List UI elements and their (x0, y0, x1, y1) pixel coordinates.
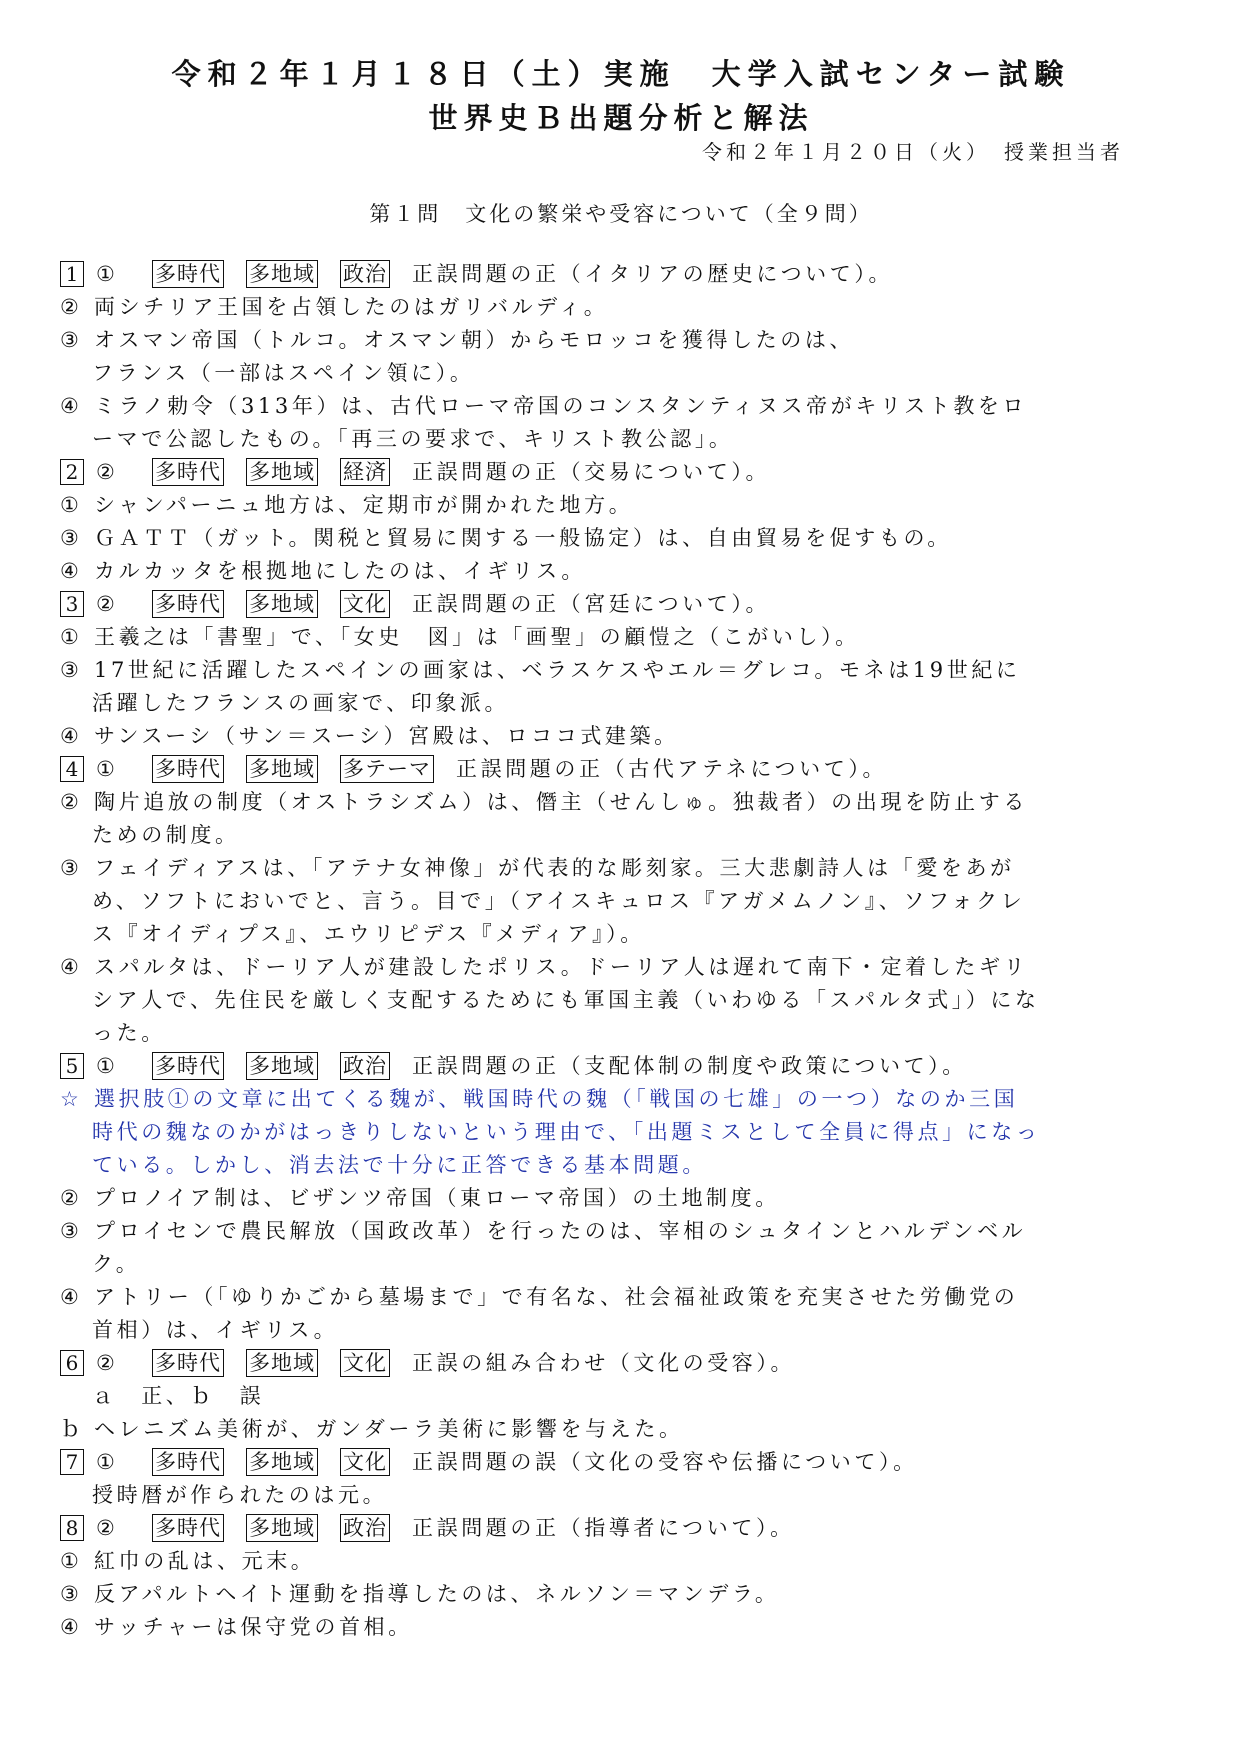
category-tag: 多地域 (246, 755, 318, 783)
category-tag: 多地域 (246, 1052, 318, 1080)
explanation-line (60, 522, 1135, 555)
explanation-text: った。 (92, 1021, 166, 1045)
choice-mark: ① (60, 625, 83, 649)
question-header (60, 753, 1135, 786)
question-type: 正誤問題の正（イタリアの歴史について）。 (412, 262, 894, 286)
question-type: 正誤問題の正（古代アテネについて）。 (456, 757, 888, 781)
question-header (60, 1446, 1135, 1479)
choice-mark: ④ (60, 394, 83, 418)
explanation-text: プロノイア制は、ビザンツ帝国（東ローマ帝国）の土地制度。 (94, 1186, 780, 1210)
category-tag: 多時代 (152, 458, 224, 486)
note-text: 選択肢①の文章に出てくる魏が、戦国時代の魏（「戦国の七雄」の一つ）なのか三国 (94, 1087, 1019, 1111)
explanation-text: ための制度。 (92, 823, 240, 847)
question-type: 正誤の組み合わせ（文化の受容）。 (412, 1351, 796, 1375)
explanation-line (60, 1248, 1135, 1281)
explanation-text: シャンパーニュ地方は、定期市が開かれた地方。 (94, 493, 634, 517)
choice-mark: ③ (60, 526, 83, 550)
category-tag: 多地域 (246, 590, 318, 618)
question-header (60, 1512, 1135, 1545)
explanation-text: 反アパルトヘイト運動を指導したのは、ネルソン＝マンデラ。 (94, 1582, 780, 1606)
choice-mark: ③ (60, 1582, 83, 1606)
category-tag: 多地域 (246, 1448, 318, 1476)
question-list (60, 258, 1135, 1644)
explanation-line (60, 555, 1135, 588)
explanation-line (60, 1479, 1135, 1512)
section-title: 第１問 文化の繁栄や受容について（全９問） (369, 202, 873, 226)
note-text: 時代の魏なのかがはっきりしないという理由で、「出題ミスとして全員に得点」になっ (92, 1120, 1041, 1144)
category-tag: 多時代 (152, 590, 224, 618)
category-tag: 多時代 (152, 1514, 224, 1542)
explanation-line (60, 1281, 1135, 1314)
explanation-text: ク。 (92, 1252, 141, 1276)
explanation-text: ミラノ勅令（313年）は、古代ローマ帝国のコンスタンティヌス帝がキリスト教をロ (94, 394, 1028, 418)
question-number-box: 5 (60, 1053, 84, 1079)
category-tag: 多時代 (152, 260, 224, 288)
explanation-text: プロイセンで農民解放（国政改革）を行ったのは、宰相のシュタインとハルデンベル (94, 1219, 1027, 1243)
explanation-text: 授時暦が作られたのは元。 (92, 1483, 388, 1507)
question-type: 正誤問題の正（宮廷について）。 (412, 592, 771, 616)
explanation-line (60, 1314, 1135, 1347)
question-header (60, 1050, 1135, 1083)
explanation-line (60, 1017, 1135, 1050)
choice-mark: ② (60, 295, 83, 319)
page-subtitle: 世界史Ｂ出題分析と解法 (428, 101, 814, 135)
explanation-line (60, 423, 1135, 456)
category-tag: 政治 (340, 1052, 390, 1080)
explanation-text: 紅巾の乱は、元末。 (94, 1549, 316, 1573)
explanation-line (60, 1611, 1135, 1644)
choice-mark: ① (60, 493, 83, 517)
explanation-line (60, 720, 1135, 753)
choice-mark: ④ (60, 1285, 83, 1309)
category-tag: 文化 (340, 1448, 390, 1476)
answer-mark: ② (96, 1351, 119, 1375)
category-tag: 経済 (340, 458, 390, 486)
explanation-text: ーマで公認したもの。「再三の要求で、キリスト教公認」。 (92, 427, 734, 451)
category-tag: 多地域 (246, 1514, 318, 1542)
note-line (60, 1116, 1135, 1149)
explanation-line (60, 1182, 1135, 1215)
question-type: 正誤問題の誤（文化の受容や伝播について）。 (412, 1450, 918, 1474)
explanation-text: ＧＡＴＴ（ガット。関税と貿易に関する一般協定）は、自由貿易を促すもの。 (94, 526, 952, 550)
explanation-text: め、ソフトにおいでと、言う。目で」（アイスキュロス『アガメムノン』、ソフォクレ (92, 889, 1026, 913)
explanation-text: ａ 正、ｂ 誤 (92, 1384, 265, 1408)
choice-mark: ① (60, 1549, 83, 1573)
choice-mark: ② (60, 1186, 83, 1210)
answer-mark: ① (96, 262, 119, 286)
explanation-text: アトリー（「ゆりかごから墓場まで」で有名な、社会福祉政策を充実させた労働党の (94, 1285, 1019, 1309)
explanation-text: 活躍したフランスの画家で、印象派。 (92, 691, 510, 715)
question-number-box: 8 (60, 1515, 84, 1541)
note-line (60, 1083, 1135, 1116)
explanation-line (60, 1380, 1135, 1413)
category-tag: 文化 (340, 590, 390, 618)
question-type: 正誤問題の正（指導者について）。 (412, 1516, 795, 1540)
category-tag: 多地域 (246, 1349, 318, 1377)
explanation-line (60, 654, 1135, 687)
explanation-text: 両シチリア王国を占領したのはガリバルディ。 (94, 295, 609, 319)
explanation-line (60, 819, 1135, 852)
answer-mark: ② (96, 592, 119, 616)
explanation-line (60, 984, 1135, 1017)
explanation-text: サンスーシ（サン＝スーシ）宮殿は、ロココ式建築。 (94, 724, 679, 748)
question-number-box: 2 (60, 459, 84, 485)
star-icon: ☆ (60, 1087, 83, 1111)
question-number-box: 4 (60, 756, 84, 782)
answer-mark: ② (96, 1516, 119, 1540)
category-tag: 多時代 (152, 1349, 224, 1377)
answer-mark: ① (96, 757, 119, 781)
explanation-line (60, 687, 1135, 720)
explanation-text: フランス（一部はスペイン領に）。 (92, 361, 475, 385)
question-header (60, 1347, 1135, 1380)
question-header (60, 588, 1135, 621)
choice-mark: ④ (60, 559, 83, 583)
explanation-line (60, 852, 1135, 885)
explanation-text: サッチャーは保守党の首相。 (94, 1615, 413, 1639)
question-type: 正誤問題の正（支配体制の制度や政策について）。 (412, 1054, 967, 1078)
explanation-line (60, 357, 1135, 390)
choice-mark: ③ (60, 658, 83, 682)
explanation-text: 陶片追放の制度（オストラシズム）は、僭主（せんしゅ。独裁者）の出現を防止する (94, 790, 1028, 814)
explanation-line (60, 1545, 1135, 1578)
date-author: 令和２年１月２０日（火） 授業担当者 (702, 140, 1124, 164)
category-tag: 多地域 (246, 458, 318, 486)
category-tag: 文化 (340, 1349, 390, 1377)
page-title: 令和２年１月１８日（土）実施 大学入試センター試験 (171, 57, 1071, 91)
explanation-text: ス『オイディプス』、エウリピデス『メディア』）。 (92, 922, 645, 946)
explanation-line (60, 1578, 1135, 1611)
explanation-text: スパルタは、ドーリア人が建設したポリス。ドーリア人は遅れて南下・定着したギリ (94, 955, 1029, 979)
answer-mark: ① (96, 1054, 119, 1078)
choice-mark: ④ (60, 1615, 83, 1639)
question-type: 正誤問題の正（交易について）。 (412, 460, 771, 484)
explanation-line (60, 291, 1135, 324)
question-header (60, 456, 1135, 489)
explanation-text: カルカッタを根拠地にしたのは、イギリス。 (94, 559, 586, 583)
explanation-line (60, 885, 1135, 918)
explanation-line (60, 324, 1135, 357)
choice-mark: ｂ (60, 1417, 85, 1441)
explanation-line (60, 1413, 1135, 1446)
choice-mark: ③ (60, 328, 83, 352)
explanation-line (60, 489, 1135, 522)
choice-mark: ③ (60, 1219, 83, 1243)
category-tag: 多時代 (152, 1052, 224, 1080)
category-tag: 政治 (340, 1514, 390, 1542)
choice-mark: ④ (60, 724, 83, 748)
choice-mark: ④ (60, 955, 83, 979)
explanation-line (60, 918, 1135, 951)
explanation-text: フェイディアスは、「アテナ女神像」が代表的な彫刻家。三大悲劇詩人は「愛をあが (94, 856, 1015, 880)
category-tag: 政治 (340, 260, 390, 288)
explanation-line (60, 951, 1135, 984)
explanation-text: オスマン帝国（トルコ。オスマン朝）からモロッコを獲得したのは、 (94, 328, 855, 352)
note-line (60, 1149, 1135, 1182)
explanation-text: 王羲之は「書聖」で、「女史 図」は「画聖」の顧愷之（こがいし）。 (94, 625, 860, 649)
question-header (60, 258, 1135, 291)
category-tag: 多時代 (152, 1448, 224, 1476)
question-number-box: 3 (60, 591, 84, 617)
explanation-line (60, 1215, 1135, 1248)
category-tag: 多時代 (152, 755, 224, 783)
answer-mark: ① (96, 1450, 119, 1474)
explanation-text: 首相）は、イギリス。 (92, 1318, 339, 1342)
note-text: ている。しかし、消去法で十分に正答できる基本問題。 (92, 1153, 707, 1177)
explanation-line (60, 621, 1135, 654)
question-number-box: 7 (60, 1449, 84, 1475)
explanation-text: シア人で、先住民を厳しく支配するためにも軍国主義（いわゆる「スパルタ式」）にな (92, 988, 1040, 1012)
explanation-text: ヘレニズム美術が、ガンダーラ美術に影響を与えた。 (94, 1417, 684, 1441)
category-tag: 多地域 (246, 260, 318, 288)
explanation-line (60, 390, 1135, 423)
question-number-box: 1 (60, 261, 84, 287)
choice-mark: ② (60, 790, 83, 814)
explanation-line (60, 786, 1135, 819)
question-number-box: 6 (60, 1350, 84, 1376)
answer-mark: ② (96, 460, 119, 484)
explanation-text: 17世紀に活躍したスペインの画家は、ベラスケスやエル＝グレコ。モネは19世紀に (94, 658, 1021, 682)
choice-mark: ③ (60, 856, 83, 880)
category-tag: 多テーマ (340, 755, 434, 783)
